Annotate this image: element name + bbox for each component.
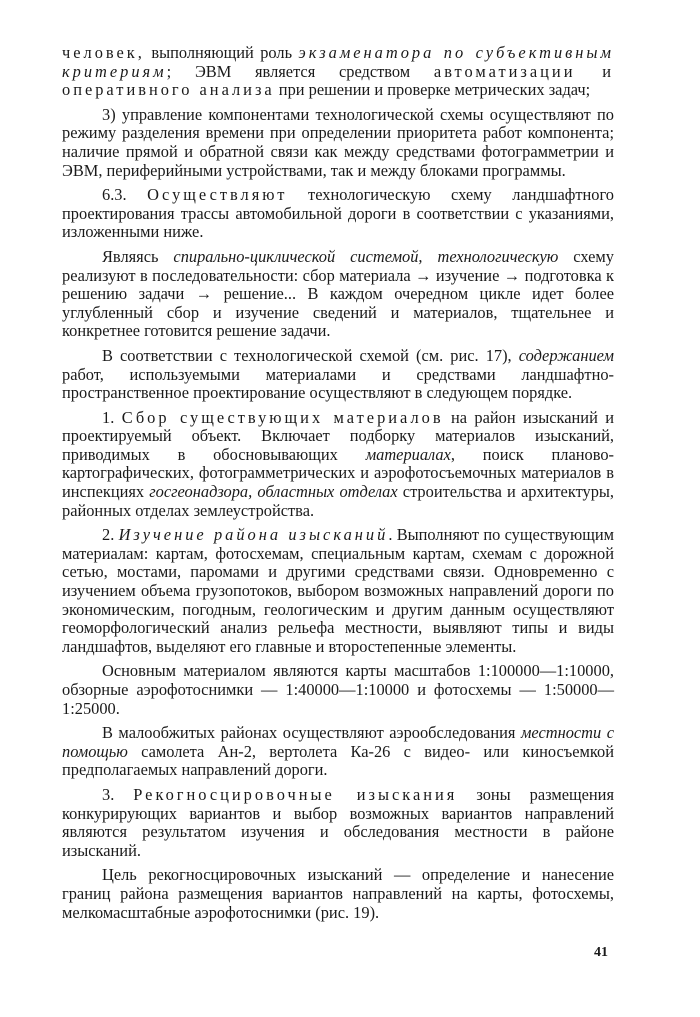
text-segment: экзаменатора по субъективным критериям <box>62 43 614 81</box>
text-segment: 1. <box>102 407 122 427</box>
text-segment: технологическую схему ландшафтного проектирования трассы автомобильной дороги в соответствии с указаниями, изложенными ниже. <box>62 185 614 242</box>
paragraph <box>62 44 614 100</box>
paragraph <box>62 866 614 922</box>
text-segment: материалах <box>365 444 451 464</box>
paragraph <box>62 409 614 521</box>
text-segment: Сбор существующих материалов <box>121 407 444 427</box>
text-segment: на район изысканий и проектируемый объект. Включает подборку материалов изысканий, приводимых в обосновывающих <box>62 407 614 464</box>
page-body <box>62 44 614 928</box>
text-segment: Являясь <box>102 246 174 266</box>
text-segment: Цель рекогносцировочных изысканий — определение и нанесение границ района размещения вариантов направлений на карты, фотосхемы, мелкомасштабные аэрофотоснимки (рис. 19). <box>62 865 614 922</box>
text-segment: 3) управление компонентами технологической схемы осуществляют по режиму разделения времени при определении приоритета работ компонента; наличие прямой и обратной связи как между средствами фотограмметрии и ЭВМ, периферийными устройствами, так и между блоками программы. <box>62 104 614 180</box>
text-segment: 2. <box>102 525 119 545</box>
text-segment: строительства и архитектуры, районных отделах землеустройства. <box>62 482 615 520</box>
text-segment: спирально-циклической системой, технологическую <box>173 246 559 266</box>
text-segment: В соответствии с технологической схемой (см. рис. 17), <box>102 345 519 365</box>
text-segment: госгеонадзора, областных отделах <box>149 482 398 502</box>
text-segment: Основным материалом являются карты масштабов 1:100000—1:10000, обзорные аэрофотоснимки — 1:40000—1:10000 и фотосхемы — 1:50000—1:25000. <box>62 661 614 718</box>
text-segment: схему реализуют в последовательности: сбор материала → изучение → подготовка к решению задачи → решение... В каждом очередном цикле идет более углубленный сбор и изучение сведений и материалов, тщательнее и конкретнее готовится решение задачи. <box>62 246 614 341</box>
text-segment: при решении и проверке метрических задач; <box>274 80 591 100</box>
text-segment: местности с помощью <box>62 723 614 761</box>
text-segment: Осуществляют <box>147 185 288 205</box>
text-segment: зоны размещения конкурирующих вариантов и выбор возможных вариантов направлений являются результатом изучения и обследования местности в районе изысканий. <box>62 784 614 860</box>
paragraph <box>62 724 614 780</box>
text-segment: работ, используемыми материалами и средствами ландшафтно-пространственное проектирование осуществляют в следующем порядке. <box>62 364 614 403</box>
paragraph <box>62 347 614 403</box>
paragraph <box>62 786 614 860</box>
paragraph <box>62 106 614 180</box>
paragraph <box>62 248 614 341</box>
text-segment: ; ЭВМ является средством <box>166 61 434 81</box>
text-segment: содержанием <box>518 345 614 365</box>
text-segment: автоматизации и оперативного анализа <box>62 61 614 100</box>
text-segment: В малообжитых районах осуществляют аэрообследования <box>102 723 521 743</box>
text-segment: самолета Ан-2, вертолета Ка-26 с видео- или киносъемкой предполагаемых направлений дороги. <box>62 741 614 780</box>
text-segment: 6.3. <box>102 185 148 205</box>
text-segment: 3. <box>102 784 134 804</box>
paragraph <box>62 662 614 718</box>
text-segment: Изучение района изысканий <box>118 525 389 545</box>
page-number: 41 <box>594 945 608 960</box>
text-segment: , поиск планово-картографических, фотограмметрических и аэрофотосъемочных материалов в инспекциях <box>62 444 615 502</box>
text-segment: Рекогносцировочные изыскания <box>133 784 458 804</box>
paragraph <box>62 526 614 656</box>
text-segment: . Выполняют по существующим материалам: картам, фотосхемам, специальным картам, схемам с дорожной сетью, мостами, паромами и другими средствами связи. Одновременно с изучением объема грузопотоков, выбором возможных направлений дороги по экономическим, погодным, геологическим и другим данным осуществляют геоморфологический анализ рельефа местности, выявляют типы и виды ландшафтов, выделяют его главные и второстепенные элементы. <box>62 525 614 656</box>
text-segment: человек, <box>62 43 145 62</box>
paragraph <box>62 186 614 242</box>
text-segment: выполняющий роль <box>144 43 299 62</box>
